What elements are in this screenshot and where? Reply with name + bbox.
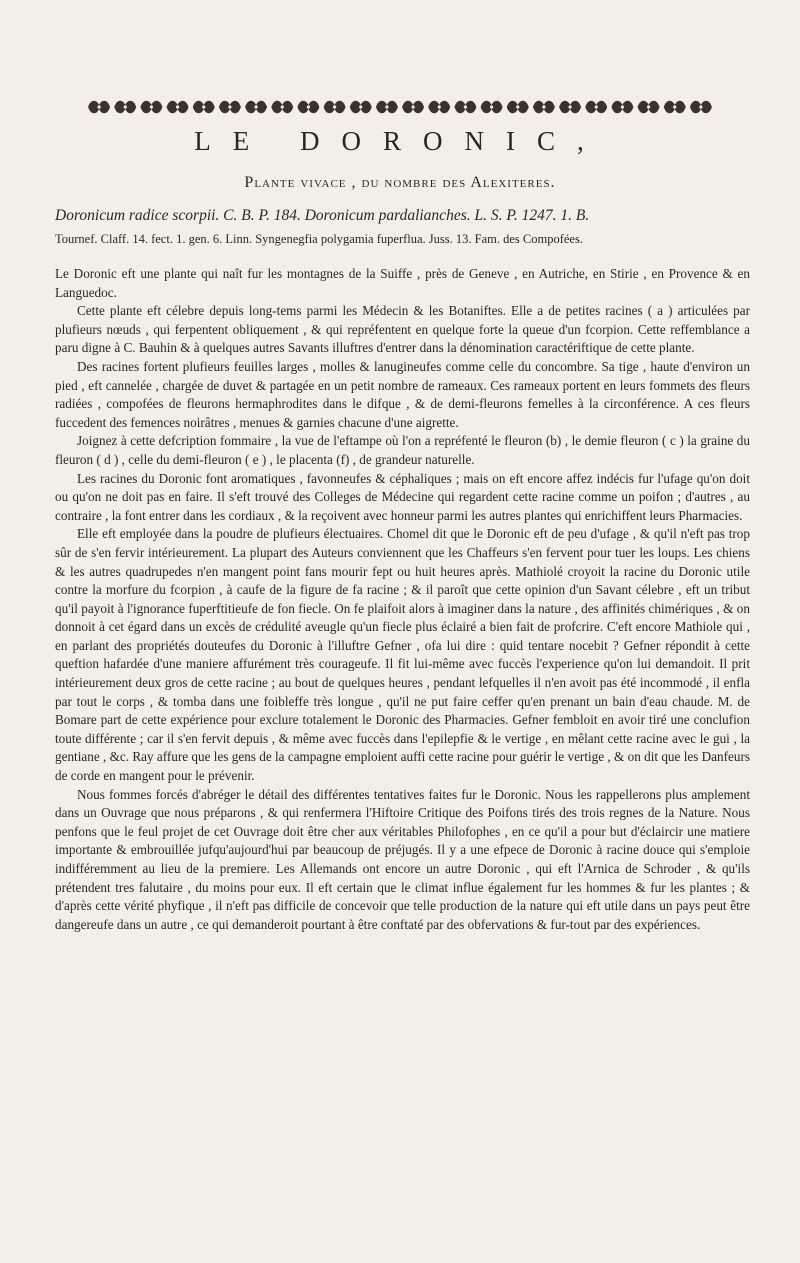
ornament-dot: [647, 105, 650, 108]
paragraph-1: Le Doronic eft une plante qui naît fur les montagnes de la Suiffe , près de Geneve , en Autriche, en Stirie , en Provence & en Languedoc.: [55, 266, 750, 300]
body-text: [55, 265, 750, 934]
paragraph-5: Les racines du Doronic font aromatiques , favonneufes & céphaliques ; mais on eft encore affez indécis fur l'ufage qu'on doit ou qu'on ne doit pas en faire. Il s'eft trouvé des Colleges de Médecine qui regardent cette racine comme un poifon ; d'autres , au contraire , la font entrer dans les cordiaux , & la reçoivent avec honneur parmi les autres plantes qui enrichiffent leurs Pharmacies.: [55, 470, 750, 523]
ornament-dot: [202, 105, 205, 108]
ornament-dot: [516, 105, 519, 108]
paragraph-4: Joignez à cette defcription fommaire , la vue de l'eftampe où l'on a repréfenté le fleuron (b) , le demie fleuron ( c ) la graine du fleuron ( d ) , celle du demi-fleuron ( e ) , le placenta (f) , de grandeur naturelle.: [55, 433, 750, 467]
synonymy-block: [55, 203, 750, 249]
ornament-dot: [673, 105, 676, 108]
ornament-dot: [307, 105, 310, 108]
page-title: LE DORONIC,: [194, 126, 606, 156]
ornament-dot: [333, 105, 336, 108]
ornament-dot: [595, 105, 598, 108]
ornament-dot: [176, 105, 179, 108]
paragraph-2: Cette plante eft célebre depuis long-tems parmi les Médecin & les Botaniftes. Elle a de petites racines ( a ) articulées par plufieurs nœuds , qui ferpentent obliquement , & qui repréfentent en quelque forte la queue d'un fcorpion. Cette reffemblance a paru digne à C. Bauhin & à quelques autres Savants illuftres d'entrer dans la dénomination caractériftique de cette plante.: [55, 303, 750, 356]
ornament-dot: [621, 105, 624, 108]
ornament-dot: [97, 105, 100, 108]
ornament-dot: [464, 105, 467, 108]
ornament-dot: [254, 105, 257, 108]
ornament-dot: [124, 105, 127, 108]
decorative-border-ornament: [86, 96, 714, 118]
synonymy-line-1: Doronicum radice scorpii. C. B. P. 184. Doronicum pardalianches. L. S. P. 1247. 1. B.: [55, 207, 590, 224]
paragraph-3: Des racines fortent plufieurs feuilles larges , molles & lanugineufes comme celle du concombre. Sa tige , haute d'environ un pied , eft cannelée , chargée de duvet & partagée en un petit nombre de rameaux. Ces rameaux portent en leurs fommets des fleurs radiées , compofées de fleurons hermaphrodites dans le difque , & de demi-fleurons femelles à la circonférence. A ces fleurs fuccedent des femences noirâtres , menues & garnies chacune d'une aigrette.: [55, 358, 750, 430]
paragraph-7: Nous fommes forcés d'abréger le détail des différentes tentatives faites fur le Doronic. Nous les rappellerons plus amplement dans un Ouvrage que nous préparons , & qui renfermera l'Hiftoire Critique des Poifons tirés des trois regnes de la Nature. Nous penfons que le feul projet de cet Ouvrage doit être cher aux véritables Philofophes , en ce qu'il a pour but d'éclaircir une matiere importante & embrouillée jufqu'aujourd'hui par beaucoup de préjugés. Il y a une efpece de Doronic à racine douce qui s'emploie indifféremment au lieu de la premiere. Les Allemands ont encore un autre Doronic , qui eft l'Arnica de Schroder , & qu'ils prétendent tres falutaire , du moins pour eux. Il eft certain que le climat influe également fur les hommes & fur les plantes ; & d'après cette vérité phyfique , il n'eft pas difficile de concevoir que telle production de la nature qui eft utile dans un pays peut être dangereufe dans un autre , ce qui demanderoit pourtant à être conftaté par des obfervations & fur-tout par des expériences.: [55, 786, 750, 932]
ornament-dot: [542, 105, 545, 108]
ornament-dot: [438, 105, 441, 108]
ornament-dot: [228, 105, 231, 108]
page-subtitle: Plante vivace , du nombre des Alexiteres.: [244, 174, 556, 191]
synonymy-line-2: Tournef. Claff. 14. fect. 1. gen. 6. Linn. Syngenegfia polygamia fuperflua. Juss. 13. Fam. des Compofées.: [55, 232, 583, 246]
ornament-dot: [385, 105, 388, 108]
paragraph-6: Elle eft employée dans la poudre de plufieurs électuaires. Chomel dit que le Doronic eft de peu d'ufage , & qu'il n'eft pas trop sûr de s'en fervir intérieurement. La plupart des Auteurs conviennent que les Chaffeurs s'en fervent pour tuer les loups. Les chiens & les autres quadrupedes n'en mangent point fans mourir fept ou huit heures après. Mathiolé croyoit la racine du Doronic utile contre la morfure du fcorpion , à caufe de la figure de fa racine ; & il paroît que cette opinion d'un Savant célebre , eft un tribut qu'il payoit à l'ignorance fuperftitieufe de fon fiecle. On fe plaifoit alors à imaginer dans la nature , des affinités chimériques , & on donnoit à cet égard dans un excès de crédulité aveugle qu'un fiecle plus éclairé a bien fait de profcrire. C'eft encore Mathiole qui , en parlant des propriétés douteufes du Doronic à l'illuftre Gefner , ofa lui dire : quid tentare nocebit ? Gefner répondit à cette queftion hafardée d'une maniere affurément très courageufe. Il fit lui-même avec fuccès l'experience qu'on lui demandoit. Il prit intérieurement deux gros de cette racine ; au bout de quelques heures , pendant lefquelles il n'en avoit pas été incommodé , il enfla par tout le corps , & tomba dans une foibleffe très longue , qu'il ne put faire ceffer qu'en prenant un bain d'eau chaude. M. de Bomare part de cette expérience pour exclure totalement le Doronic des Pharmacies. Gefner fembloit en avoir tiré une conclufion toute différente ; car il s'en fervit depuis , & même avec fuccès dans l'epilepfie & le vertige , en mêlant cette racine avec le gui , la gentiane , &c. Ray affure que les gens de la campagne emploient auffi cette racine pour guérir le vertige , & on dit que les Danfeurs de corde en mangent pour le prévenir.: [55, 526, 750, 784]
ornament-dot: [281, 105, 284, 108]
ornament-dot: [411, 105, 414, 108]
ornament-dot: [150, 105, 153, 108]
ornament-dot: [699, 105, 702, 108]
ornament-dot: [359, 105, 362, 108]
ornament-dot: [490, 105, 493, 108]
ornament-dot: [568, 105, 571, 108]
